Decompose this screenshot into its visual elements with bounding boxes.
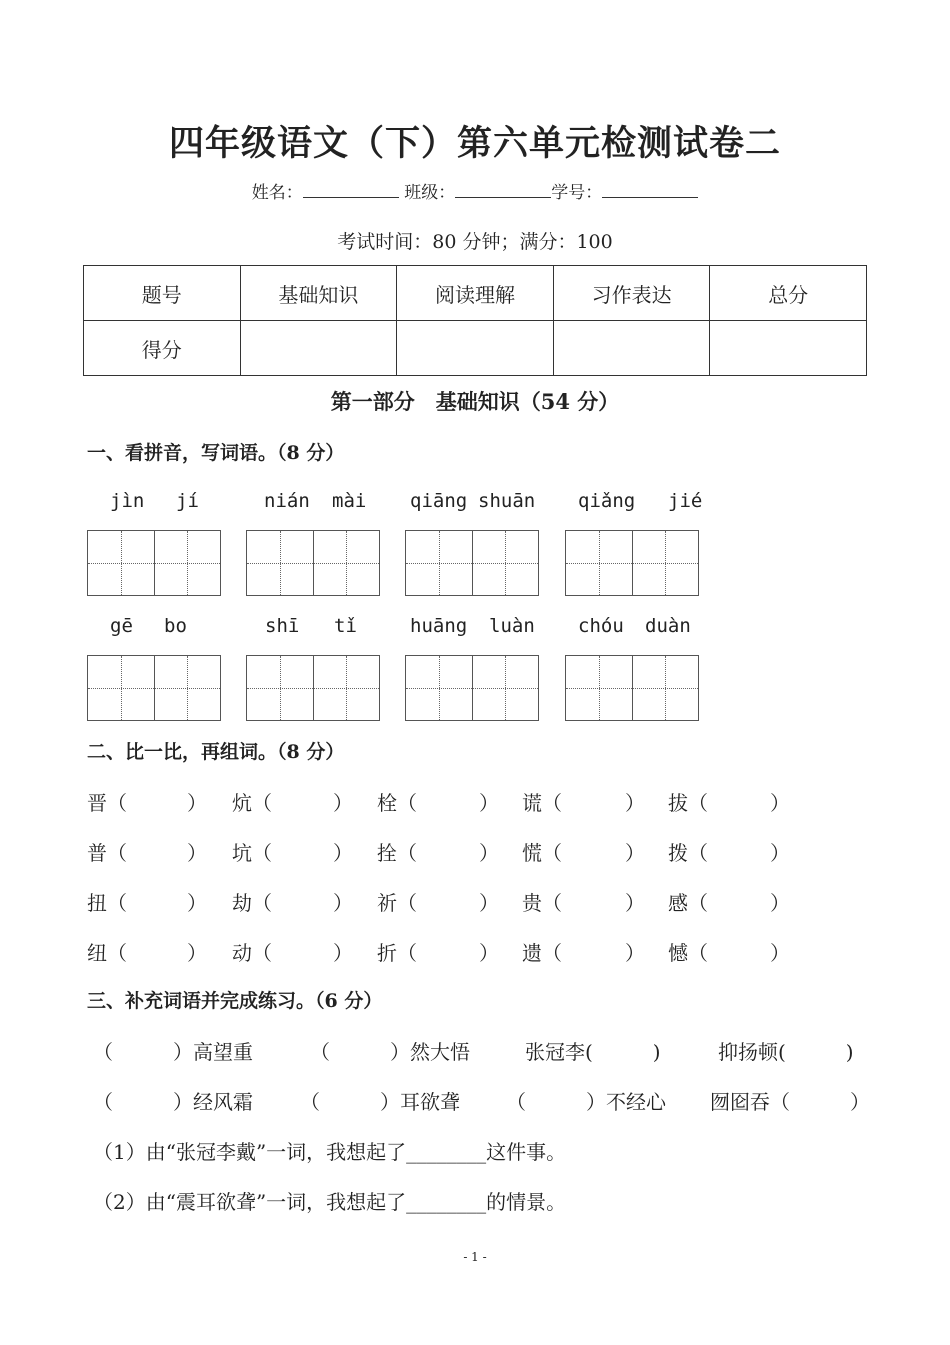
pinyin-3a: qiāng xyxy=(410,490,468,512)
pinyin-4a: qiǎng xyxy=(578,490,636,512)
pinyin-5b: bo xyxy=(164,615,187,637)
score-cell[interactable] xyxy=(710,321,867,376)
writing-grid[interactable] xyxy=(246,530,380,596)
pinyin-7a: huāng xyxy=(410,615,468,637)
compare-close: ） xyxy=(333,941,353,965)
compare-item: 坑（ xyxy=(232,841,272,865)
part-heading: 第一部分 基础知识（54 分） xyxy=(330,389,620,414)
compare-close: ） xyxy=(187,941,207,965)
score-table-score-row xyxy=(84,321,867,376)
compare-item: 谎（ xyxy=(522,791,562,815)
compare-close: ） xyxy=(625,941,645,965)
compare-close: ） xyxy=(479,891,499,915)
number-label: 学号： xyxy=(551,183,603,203)
score-row-label: 得分 xyxy=(84,321,241,376)
score-table xyxy=(83,265,867,376)
score-table-header-row xyxy=(84,266,867,321)
section3-title: 三、补充词语并完成练习。（6 分） xyxy=(87,990,383,1012)
score-header-cell: 总分 xyxy=(710,266,867,321)
writing-grid[interactable] xyxy=(405,655,539,721)
compare-close: ） xyxy=(479,941,499,965)
compare-item: 动（ xyxy=(232,941,272,965)
compare-close: ） xyxy=(479,791,499,815)
idiom-fill[interactable]: （ ）耳欲聋 xyxy=(300,1090,460,1114)
score-header-cell: 题号 xyxy=(84,266,241,321)
page-number: - 1 - xyxy=(463,1250,487,1264)
compare-item: 劫（ xyxy=(232,891,272,915)
compare-item: 慌（ xyxy=(522,841,562,865)
compare-close: ） xyxy=(625,891,645,915)
compare-item: 拴（ xyxy=(377,841,417,865)
pinyin-2b: mài xyxy=(332,490,367,512)
section2-title: 二、比一比，再组词。（8 分） xyxy=(87,741,345,763)
class-label: 班级： xyxy=(404,183,456,203)
pinyin-3b: shuān xyxy=(478,490,536,512)
compare-item: 折（ xyxy=(377,941,417,965)
writing-grid[interactable] xyxy=(87,530,221,596)
score-cell[interactable] xyxy=(397,321,554,376)
writing-grid[interactable] xyxy=(246,655,380,721)
score-header-cell: 习作表达 xyxy=(553,266,710,321)
compare-close: ） xyxy=(333,791,353,815)
compare-close: ） xyxy=(187,891,207,915)
idiom-fill[interactable]: 张冠李( ) xyxy=(525,1040,661,1064)
name-label: 姓名： xyxy=(251,183,303,203)
pinyin-5a: gē xyxy=(110,615,133,637)
compare-close: ） xyxy=(625,841,645,865)
score-header-cell: 基础知识 xyxy=(240,266,397,321)
compare-item: 拔（ xyxy=(668,791,708,815)
question-1: （1）由“张冠李戴”一词，我想起了________这件事。 xyxy=(93,1140,567,1164)
pinyin-6b: tǐ xyxy=(334,615,357,637)
pinyin-1a: jìn xyxy=(110,490,145,512)
compare-close: ） xyxy=(770,841,790,865)
compare-item: 憾（ xyxy=(668,941,708,965)
compare-close: ） xyxy=(770,941,790,965)
idiom-fill[interactable]: 囫囵吞（ ） xyxy=(710,1090,870,1114)
compare-close: ） xyxy=(333,841,353,865)
compare-item: 普（ xyxy=(87,841,127,865)
compare-item: 炕（ xyxy=(232,791,272,815)
writing-grid[interactable] xyxy=(565,530,699,596)
compare-close: ） xyxy=(187,791,207,815)
exam-info: 考试时间：80 分钟；满分：100 xyxy=(337,231,613,253)
question-2: （2）由“震耳欲聋”一词，我想起了________的情景。 xyxy=(93,1190,567,1214)
page-title: 四年级语文（下）第六单元检测试卷二 xyxy=(168,123,781,164)
writing-grid[interactable] xyxy=(565,655,699,721)
section1-title: 一、看拼音，写词语。（8 分） xyxy=(87,442,345,464)
pinyin-7b: luàn xyxy=(489,615,535,637)
compare-close: ） xyxy=(770,891,790,915)
compare-close: ） xyxy=(625,791,645,815)
writing-grid[interactable] xyxy=(405,530,539,596)
pinyin-8a: chóu xyxy=(578,615,624,637)
pinyin-1b: jí xyxy=(176,490,199,512)
compare-close: ） xyxy=(187,841,207,865)
compare-item: 祈（ xyxy=(377,891,417,915)
compare-item: 晋（ xyxy=(87,791,127,815)
writing-grid[interactable] xyxy=(87,655,221,721)
pinyin-6a: shī xyxy=(265,615,300,637)
score-header-cell: 阅读理解 xyxy=(397,266,554,321)
compare-item: 拨（ xyxy=(668,841,708,865)
compare-close: ） xyxy=(770,791,790,815)
compare-item: 遗（ xyxy=(522,941,562,965)
class-blank[interactable] xyxy=(455,179,551,198)
idiom-fill[interactable]: （ ）不经心 xyxy=(506,1090,666,1114)
compare-item: 栓（ xyxy=(377,791,417,815)
compare-item: 感（ xyxy=(668,891,708,915)
number-blank[interactable] xyxy=(602,179,698,198)
score-cell[interactable] xyxy=(553,321,710,376)
idiom-fill[interactable]: 抑扬顿( ) xyxy=(718,1040,854,1064)
idiom-fill[interactable]: （ ）经风霜 xyxy=(93,1090,253,1114)
idiom-fill[interactable]: （ ）然大悟 xyxy=(310,1040,470,1064)
name-blank[interactable] xyxy=(303,179,399,198)
compare-close: ） xyxy=(333,891,353,915)
pinyin-2a: nián xyxy=(264,490,310,512)
score-cell[interactable] xyxy=(240,321,397,376)
idiom-fill[interactable]: （ ）高望重 xyxy=(93,1040,253,1064)
student-info-line xyxy=(0,178,950,203)
pinyin-4b: jié xyxy=(668,490,703,512)
pinyin-8b: duàn xyxy=(645,615,691,637)
compare-item: 纽（ xyxy=(87,941,127,965)
compare-close: ） xyxy=(479,841,499,865)
compare-item: 扭（ xyxy=(87,891,127,915)
compare-item: 贵（ xyxy=(522,891,562,915)
